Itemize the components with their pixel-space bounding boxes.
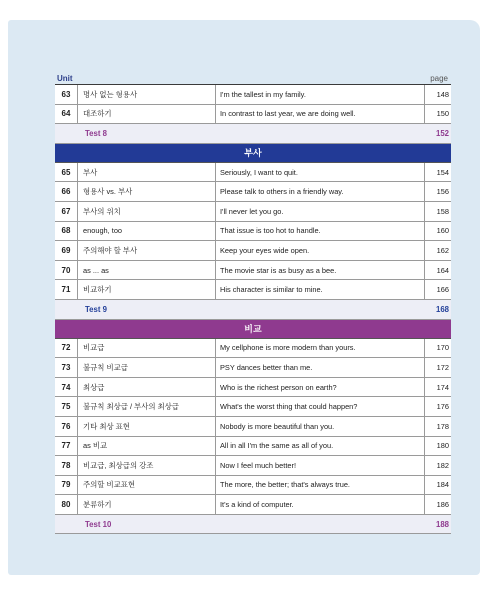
unit-page-number: 182: [424, 456, 451, 475]
unit-row[interactable]: [55, 476, 451, 496]
unit-number: 64: [61, 109, 71, 119]
unit-example-sentence: I'll never let you go.: [215, 202, 424, 221]
unit-number: 71: [61, 285, 71, 295]
unit-row[interactable]: [55, 397, 451, 417]
unit-row[interactable]: [55, 358, 451, 378]
unit-page-number: 174: [424, 378, 451, 397]
unit-row[interactable]: [55, 163, 451, 183]
unit-page-number: 160: [424, 222, 451, 241]
unit-row[interactable]: [55, 222, 451, 242]
unit-example-sentence: His character is similar to mine.: [215, 280, 424, 299]
unit-example-sentence: In contrast to last year, we are doing well.: [215, 105, 424, 124]
test-page: 168: [435, 304, 449, 314]
unit-title-korean: 기타 최상 표현: [77, 417, 215, 436]
rows-group-2: [55, 163, 451, 300]
unit-title-korean: 명사 없는 형용사: [77, 85, 215, 104]
unit-example-sentence: I'm the tallest in my family.: [215, 85, 424, 104]
unit-title-korean: 부사의 위치: [77, 202, 215, 221]
test-9-row[interactable]: [55, 300, 451, 320]
test-page: 152: [435, 128, 449, 138]
section-compare-band: 비교: [55, 320, 451, 339]
unit-row[interactable]: [55, 202, 451, 222]
unit-page-number: 166: [424, 280, 451, 299]
unit-title-korean: 형용사 vs. 부사: [77, 182, 215, 201]
page-column-label: page: [430, 74, 448, 83]
unit-page-number: 172: [424, 358, 451, 377]
unit-page-number: 178: [424, 417, 451, 436]
unit-title-korean: 비교하기: [77, 280, 215, 299]
unit-example-sentence: That issue is too hot to handle.: [215, 222, 424, 241]
unit-title-korean: 최상급: [77, 378, 215, 397]
unit-page-number: 148: [424, 85, 451, 104]
unit-title-korean: 불규칙 최상급 / 부사의 최상급: [77, 397, 215, 416]
test-label: Test 9: [85, 304, 107, 314]
unit-page-number: 176: [424, 397, 451, 416]
unit-title-korean: as 비교: [77, 437, 215, 456]
unit-page-number: 150: [424, 105, 451, 124]
unit-page-number: 156: [424, 182, 451, 201]
unit-number: 69: [61, 245, 71, 255]
unit-title-korean: enough, too: [77, 222, 215, 241]
unit-example-sentence: Please talk to others in a friendly way.: [215, 182, 424, 201]
unit-example-sentence: The more, the better; that's always true.: [215, 476, 424, 495]
unit-row[interactable]: [55, 280, 451, 300]
unit-number: 63: [61, 89, 71, 99]
unit-example-sentence: The movie star is as busy as a bee.: [215, 261, 424, 280]
unit-number: 74: [61, 382, 71, 392]
unit-row[interactable]: [55, 495, 451, 515]
unit-example-sentence: My cellphone is more modern than yours.: [215, 339, 424, 358]
unit-row[interactable]: [55, 85, 451, 105]
unit-row[interactable]: [55, 417, 451, 437]
unit-title-korean: 비교급, 최상급의 강조: [77, 456, 215, 475]
unit-number: 76: [61, 421, 71, 431]
unit-page-number: 186: [424, 495, 451, 514]
unit-title-korean: 부사: [77, 163, 215, 182]
unit-page-number: 170: [424, 339, 451, 358]
unit-number: 68: [61, 226, 71, 236]
rows-group-1: [55, 85, 451, 124]
table-header: [55, 74, 450, 84]
unit-number: 77: [61, 441, 71, 451]
unit-number: 65: [61, 167, 71, 177]
section-adverb-band: 부사: [55, 144, 451, 163]
unit-example-sentence: All in all I'm the same as all of you.: [215, 437, 424, 456]
unit-title-korean: 주의해야 할 부사: [77, 241, 215, 260]
unit-title-korean: 대조하기: [77, 105, 215, 124]
unit-example-sentence: Now I feel much better!: [215, 456, 424, 475]
unit-page-number: 164: [424, 261, 451, 280]
unit-example-sentence: Seriously, I want to quit.: [215, 163, 424, 182]
unit-row[interactable]: [55, 105, 451, 125]
test-label: Test 8: [85, 128, 107, 138]
unit-number: 80: [61, 500, 71, 510]
unit-title-korean: 주의할 비교표현: [77, 476, 215, 495]
unit-number: 70: [61, 265, 71, 275]
unit-page-number: 158: [424, 202, 451, 221]
unit-row[interactable]: [55, 456, 451, 476]
unit-row[interactable]: [55, 378, 451, 398]
unit-title-korean: as ... as: [77, 261, 215, 280]
unit-example-sentence: Who is the richest person on earth?: [215, 378, 424, 397]
test-page: 188: [435, 519, 449, 529]
unit-row[interactable]: [55, 241, 451, 261]
unit-example-sentence: It's a kind of computer.: [215, 495, 424, 514]
unit-page-number: 180: [424, 437, 451, 456]
unit-row[interactable]: [55, 437, 451, 457]
unit-number: 67: [61, 206, 71, 216]
unit-example-sentence: Nobody is more beautiful than you.: [215, 417, 424, 436]
test-8-row[interactable]: [55, 124, 451, 144]
unit-example-sentence: PSY dances better than me.: [215, 358, 424, 377]
unit-title-korean: 분류하기: [77, 495, 215, 514]
unit-number: 72: [61, 343, 71, 353]
unit-row[interactable]: [55, 339, 451, 359]
unit-title-korean: 불규칙 비교급: [77, 358, 215, 377]
test-10-row[interactable]: [55, 515, 451, 535]
contents-table: [55, 84, 451, 534]
unit-example-sentence: Keep your eyes wide open.: [215, 241, 424, 260]
rows-group-3: [55, 339, 451, 515]
unit-title-korean: 비교급: [77, 339, 215, 358]
unit-example-sentence: What's the worst thing that could happen?: [215, 397, 424, 416]
unit-number: 66: [61, 187, 71, 197]
unit-page-number: 154: [424, 163, 451, 182]
unit-column-label: Unit: [57, 74, 73, 83]
unit-row[interactable]: [55, 261, 451, 281]
unit-page-number: 162: [424, 241, 451, 260]
unit-number: 79: [61, 480, 71, 490]
test-label: Test 10: [85, 519, 112, 529]
unit-page-number: 184: [424, 476, 451, 495]
unit-number: 75: [61, 402, 71, 412]
unit-number: 78: [61, 460, 71, 470]
unit-row[interactable]: [55, 182, 451, 202]
unit-number: 73: [61, 362, 71, 372]
